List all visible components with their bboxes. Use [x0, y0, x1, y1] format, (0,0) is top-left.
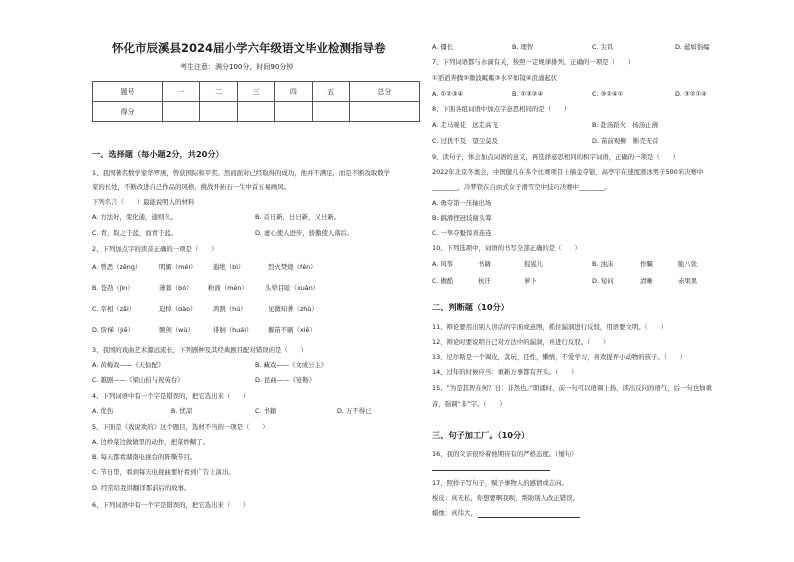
answer-blank[interactable] — [432, 470, 550, 471]
score-cell[interactable] — [312, 102, 349, 122]
option-c: C. 越剧——《梁山伯与祝英台》 — [92, 376, 184, 384]
option-a: A. 方法好，变化通，通则久。 — [92, 213, 178, 221]
question-11-text: 11、辩论要用出别人讲话的字面或意图，抓住漏洞进行反驳，用语要文明。（ ） — [432, 323, 667, 331]
score-cell[interactable] — [200, 102, 237, 122]
score-cell[interactable] — [237, 102, 274, 122]
option-b: B. 首日新，日日新，又日新。 — [255, 213, 341, 221]
option-item: 萝卜 — [524, 277, 537, 285]
score-header-cell: 二 — [200, 82, 237, 102]
option-c: C. ③②④① — [592, 90, 624, 98]
option-item: 杭讦 — [478, 277, 491, 285]
question-8-text: 8、下面各组词语中加点字意思相同的是（ ） — [432, 105, 571, 113]
score-header-cell: 总分 — [349, 82, 419, 102]
score-row-label: 得分 — [93, 102, 163, 122]
score-header-cell: 一 — [163, 82, 200, 102]
option-a: A. 勇夺第一压轴出场 — [432, 199, 492, 207]
question-4-text: 4、下列词语中有一个字是错误的，把它选出来（ ） — [92, 392, 250, 400]
option-item: 明媚（méi） — [159, 263, 197, 271]
option-b: B. 搞滑挫冠技谢头筹 — [432, 214, 492, 222]
option-b: B. ①③②④ — [512, 90, 544, 98]
option-d: D. 短问 — [592, 277, 614, 285]
score-header-cell: 题号 — [93, 82, 163, 102]
option-d: D. 阶梯（jiē） — [92, 326, 135, 334]
option-d: D. 万不得已 — [337, 407, 372, 415]
option-item: 头晕目眩（xuàn） — [265, 284, 320, 292]
question-7-items: ①滔滔奔腾②微波粼粼③水平如镜④浪涌起伏 — [432, 74, 558, 82]
section-heading: 三、句子加工厂。（10分） — [432, 430, 530, 440]
option-a: A. 优伤 — [92, 407, 114, 415]
option-c: C. 傲酷 — [432, 277, 454, 285]
question-6-text: 6、下列词语中有一个字是错误的，把它选出来（ ） — [92, 501, 250, 509]
option-c: C. 过犹不及 望尘莫及 — [432, 137, 499, 145]
option-item: 脆八张 — [678, 260, 698, 268]
question-10-text: 10、下列选项中，词语的书写全部正确的是（ ） — [432, 244, 581, 252]
option-c: C. 书籍 — [255, 407, 277, 415]
question-2-text: 2、下列加点字的读音正确的一项是（ ） — [92, 245, 218, 253]
question-14-text: 14、过年的时候应当：重新万事都有开头。（ ） — [432, 368, 578, 376]
option-d: D. 昆曲——《宴鞍》 — [255, 376, 316, 384]
question-1-text-cont: 家的长处，不断改进自己作品的风格，挑战开拓石一生中首五易画风。 — [92, 183, 291, 191]
option-item: 遐绝（bì） — [213, 263, 245, 271]
option-item: 书籍 — [478, 260, 491, 268]
option-c: C. 宰相（zǎi） — [92, 305, 136, 313]
question-3-text: 3、我国的戏曲艺术源远流长，下列剧种及其经典剧目配对错误的是（ ） — [92, 346, 307, 354]
option-c: C. 尖讥 — [592, 43, 614, 51]
question-15-text-cont: 音，强调“非”字。（ ） — [432, 400, 506, 408]
question-15-text: 15、“为是其智在何？日：非然也。”朗诵时，前一句可以语调上扬，读出反问的语气，后一句也加重 — [432, 384, 712, 392]
option-a: A. 风筝 — [432, 260, 454, 268]
score-header-cell: 三 — [237, 82, 274, 102]
score-table — [92, 81, 420, 122]
right-column — [420, 0, 794, 562]
option-item: 猩猩儿 — [524, 260, 544, 268]
option-item: 鸿鹄（hú） — [213, 305, 247, 313]
option-c: C. 青，取之于蓝，而青于蓝。 — [92, 229, 178, 237]
option-item: 薄暮（bó） — [159, 284, 193, 292]
option-a: A. 边炒菜边做做里的动作，把菜炒糊了。 — [92, 438, 209, 446]
option-b: B. 苍劲（jìn） — [92, 284, 134, 292]
question-16-text: 16、我的父亲很怜着他期待有的严格态度。（缩句） — [432, 450, 578, 458]
question-17-text: 17、照样子写句子，赋予事物人的感情或志向。 — [432, 479, 568, 487]
score-cell[interactable] — [349, 102, 419, 122]
option-b: B. 每天都看湖南电视台的阵嘶节目。 — [92, 453, 197, 461]
answer-blank[interactable] — [478, 517, 580, 518]
question-17-example: 梭皮：真无私，你想要啊我呗，帮助别人改正错误。 — [432, 494, 579, 502]
question-1-text: 1、我国著名数学家华罗庚，曾获国际和平奖。然而面对已经取得的成功，他并不满足，而是不断攻取数学 — [92, 169, 391, 177]
score-table-header-row — [93, 82, 420, 102]
option-c: C. 一举夺魁惊喜连连 — [432, 229, 492, 237]
exam-notice: 考生注意：满分100分，时间90分钟 — [180, 63, 294, 71]
option-a: A. 僵长 — [432, 43, 454, 51]
option-b: B. 理智 — [512, 43, 534, 51]
question-7-text: 7、下列词语都与水滴有关，按照一定规律排列，正确的一项是（ ） — [432, 58, 635, 66]
option-item: 烈火焚烧（fén） — [268, 263, 317, 271]
option-d: D. 经常给我讲翻译那前后的故事。 — [92, 484, 191, 492]
option-d: D. 蕴如指编 — [675, 43, 710, 51]
option-item: 清晰 — [640, 277, 653, 285]
option-b: B. 忧凉 — [171, 407, 193, 415]
option-item: 作瞩 — [640, 260, 653, 268]
option-c: C. 节日里，看到每天电视曲要好看到广告上演出。 — [92, 468, 235, 476]
option-a: A. 黄梅戏——《天仙配》 — [92, 361, 165, 369]
question-13-text: 13、尼尔斯是一个调皮，贪玩，任性，懒惰，不爱学习，喜欢捉弄小动物的孩子。（ ） — [432, 353, 687, 361]
question-9-passage-cont: ________，冷梦铁在自由式女子滑雪空中技巧决赛中________。 — [432, 183, 611, 191]
option-item: 迫悼（dào） — [159, 305, 197, 313]
option-item: 揠苗不刷（xiē） — [268, 326, 316, 334]
option-item: 粉面（mén） — [208, 284, 248, 292]
score-header-cell: 四 — [275, 82, 312, 102]
option-d: D. 苗前观柳 断壳无首 — [592, 137, 659, 145]
score-header-cell: 五 — [312, 82, 349, 102]
question-5-text: 5、下面是《戏说欢的》这个题目，选材不当的一项是（ ） — [92, 423, 269, 431]
option-item: 赤果果 — [678, 277, 698, 285]
option-d: D. 虚心使人进步，骄傲使人落后。 — [255, 229, 354, 237]
question-17-prompt: 蜡烛：真伟大， — [432, 509, 477, 517]
page-title: 怀化市辰溪县2024届小学六年级语文毕业检测指导卷 — [112, 41, 386, 55]
option-b: B. 赴汤蹈火 扬汤止沸 — [592, 121, 658, 129]
question-9-text: 9、读句子，体会加点词语的意义，再选择意思相同的积字词语，正确的一项是（ ） — [432, 153, 679, 161]
option-item: 剽剑（wù） — [159, 326, 194, 334]
option-item: 见微知著（zhù） — [268, 305, 318, 313]
option-b: B. 藏戏——《文成公主》 — [255, 361, 328, 369]
section-heading: 二、判断题（10分） — [432, 302, 509, 312]
question-12-text: 12、辩论时要说明自己对方法中的漏洞，并进行反驳。（ ） — [432, 338, 610, 346]
score-cell[interactable] — [163, 102, 200, 122]
score-cell[interactable] — [275, 102, 312, 122]
section-heading: 一、选择题（每小题2分，共20分） — [92, 149, 224, 159]
option-a: A. 走马观花 远走高飞 — [432, 121, 498, 129]
option-a: A. ①②③④ — [432, 90, 464, 98]
option-item: 徘徊（huái） — [213, 326, 253, 334]
question-1-prompt: 下列名言（ ）最能说明人的材料 — [92, 198, 195, 206]
question-9-passage: 2022年北京冬奥会，中国健儿在多个比赛项目上摘金夺银，高亭宇在速度滑冰男子500米决赛中 — [432, 168, 704, 176]
option-d: D. ③②①④ — [675, 90, 707, 98]
score-table-score-row — [93, 102, 420, 122]
option-b: B. 浊沫 — [592, 260, 614, 268]
option-a: A. 曾恶（zēng） — [92, 263, 142, 271]
